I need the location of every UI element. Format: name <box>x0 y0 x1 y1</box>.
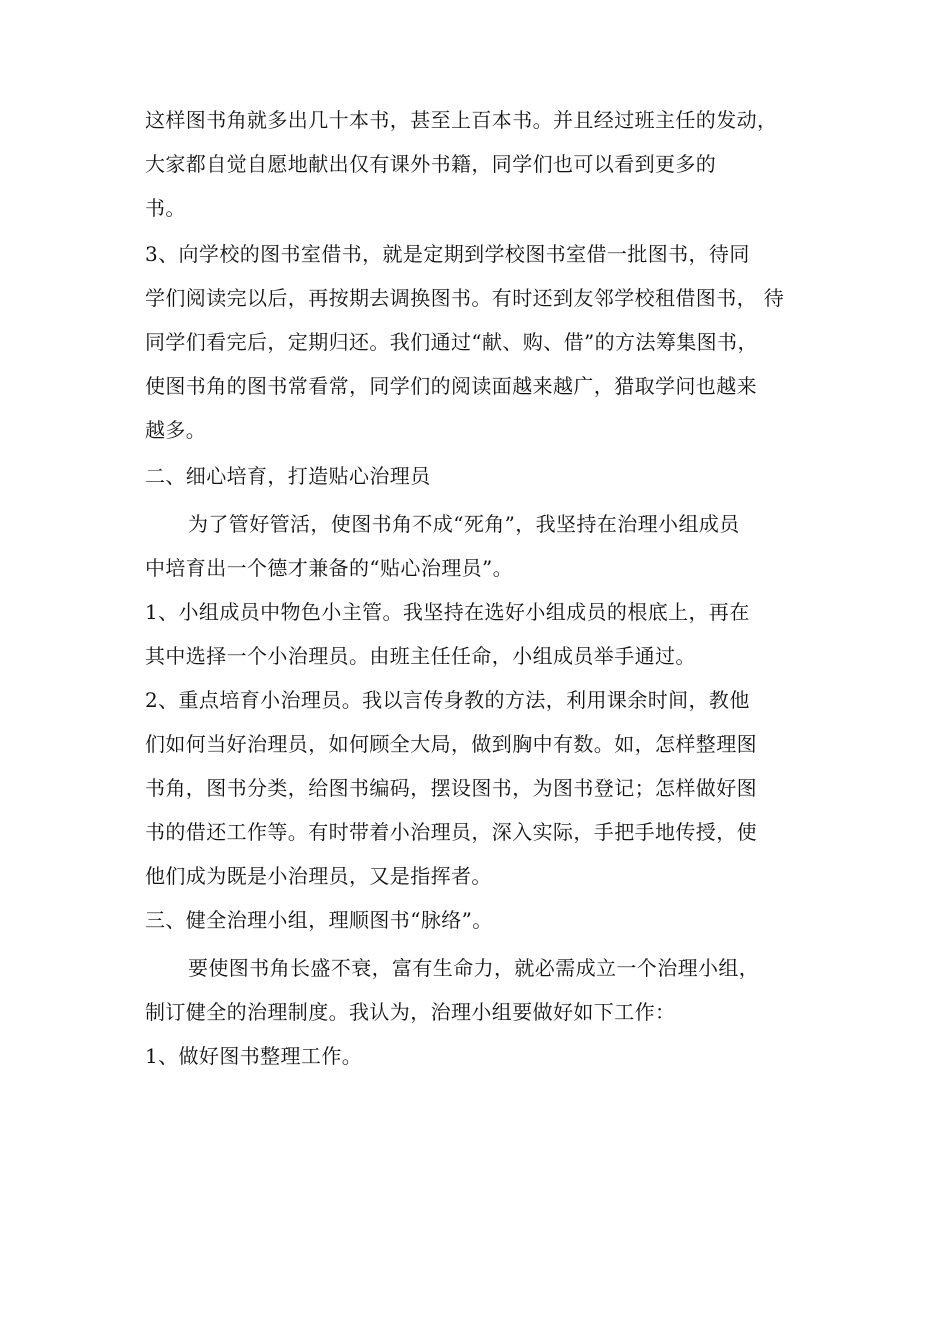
text-line: 这样图书角就多出几十本书，甚至上百本书。并且经过班主任的发动， <box>145 108 778 132</box>
text-line: 同学们看完后，定期归还。我们通过“献、购、借”的方法筹集图书， <box>145 330 758 354</box>
text-line: 书。 <box>145 196 186 220</box>
text-line: 书的借还工作等。有时带着小治理员，深入实际，手把手地传授，使 <box>145 820 757 844</box>
text-line: 中培育出一个德才兼备的“贴心治理员”。 <box>145 556 514 580</box>
section-heading: 二、细心培育，打造贴心治理员 <box>145 464 431 488</box>
text-line: 们如何当好治理员，如何顾全大局，做到胸中有数。如，怎样整理图 <box>145 732 757 756</box>
text-line: 1、小组成员中物色小主管。我坚持在选好小组成员的根底上，再在 <box>145 600 750 624</box>
section-heading: 三、健全治理小组，理顺图书“脉络”。 <box>145 908 493 932</box>
text-line: 1、做好图书整理工作。 <box>145 1044 363 1068</box>
text-line: 其中选择一个小治理员。由班主任任命，小组成员举手通过。 <box>145 644 696 668</box>
text-line: 使图书角的图书常看常，同学们的阅读面越来越广，猎取学问也越来 <box>145 374 757 398</box>
text-line: 大家都自觉自愿地献出仅有课外书籍，同学们也可以看到更多的 <box>145 152 717 176</box>
text-line: 学们阅读完以后，再按期去调换图书。有时还到友邻学校租借图书， 待 <box>145 286 785 310</box>
text-line: 书角，图书分类，给图书编码，摆设图书，为图书登记；怎样做好图 <box>145 776 757 800</box>
text-line: 越多。 <box>145 418 207 442</box>
text-line: 2、重点培育小治理员。我以言传身教的方法，利用课余时间，教他 <box>145 688 750 712</box>
text-line: 为了管好管活，使图书角不成“死角”，我坚持在治理小组成员 <box>188 512 740 536</box>
text-line: 制订健全的治理制度。我认为，治理小组要做好如下工作： <box>145 1000 676 1024</box>
text-line: 他们成为既是小治理员，又是指挥者。 <box>145 864 492 888</box>
text-line: 要使图书角长盛不衰，富有生命力，就必需成立一个治理小组， <box>188 956 760 980</box>
text-line: 3、向学校的图书室借书，就是定期到学校图书室借一批图书，待同 <box>145 242 750 266</box>
